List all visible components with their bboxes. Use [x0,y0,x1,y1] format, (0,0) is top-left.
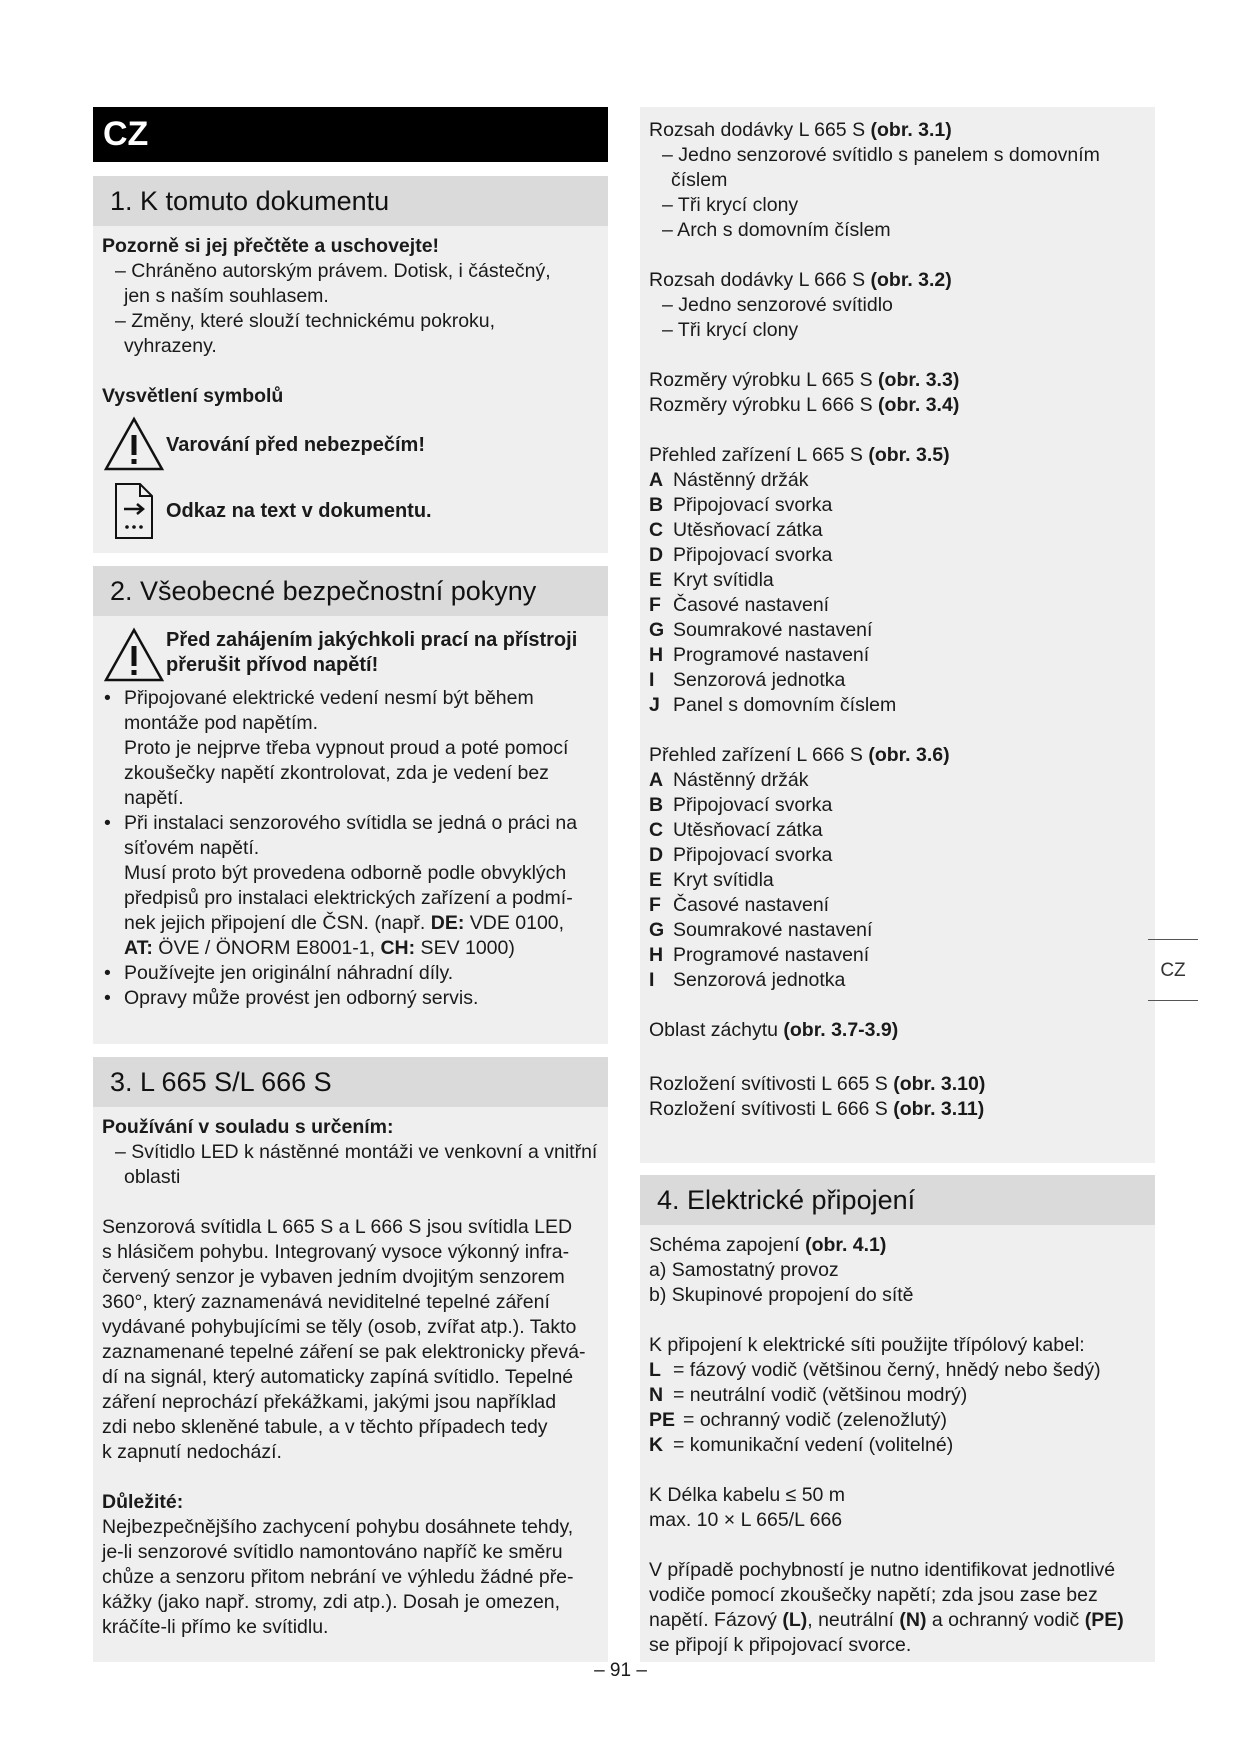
text-line: je-li senzorové svítidlo namontováno napříč ke směru [102,1541,563,1563]
intro-heading: Pozorně si jej přečtěte a uschovejte! [102,235,440,257]
text-line: zaznamenané tepelné záření se pak elektronicky převá- [102,1341,586,1363]
item-text: Utěsňovací zátka [673,819,823,841]
item-text: Senzorová jednotka [673,969,846,991]
text-line: – Arch s domovním číslem [662,219,891,241]
overview-l665-heading [649,443,1146,468]
section-safety [93,566,608,1044]
text-line: se připojí k připojovací svorce. [649,1634,912,1656]
figure-ref: (obr. 3.2) [870,269,952,291]
item-text: Panel s domovním číslem [673,694,897,716]
item-letter: G [649,919,665,941]
wiring-diagram-ref [649,1233,1146,1258]
item-text: Utěsňovací zátka [673,519,823,541]
warning-line: přerušit přívod napětí! [166,654,379,676]
text-line: – Jedno senzorové svítidlo [662,294,893,316]
wire-text: = ochranný vodič (zelenožlutý) [683,1409,947,1431]
text-line: kráčíte-li přímo ke svítidlu. [102,1616,329,1638]
wire-item [649,1358,1146,1383]
warning-line: Před zahájením jakýchkoli prací na přístroji [166,629,578,651]
text-line: K připojení k elektrické síti použijte třípólový kabel: [649,1334,1085,1356]
overview-item [649,893,1146,918]
text-line: max. 10 × L 665/L 666 [649,1509,843,1531]
section-product [93,1057,608,1662]
item-text: Časové nastavení [673,594,830,616]
text-fragment: Rozložení svítivosti L 666 S [649,1098,894,1120]
figure-ref: (obr. 3.1) [870,119,952,141]
text-line: vodiče pomocí zkoušečky napětí; zda jsou zase bez [649,1584,1098,1606]
item-letter: B [649,794,664,816]
light-distribution-l665 [649,1072,1146,1097]
page-number: – 91 – [594,1660,647,1681]
safety-bullet [102,961,599,986]
text-line: zdi nebo skleněné tabule, a v těchto případech tedy [102,1416,548,1438]
figure-ref: (obr. 3.10) [893,1073,986,1095]
wire-item [649,1383,1146,1408]
wire-text: = neutrální vodič (většinou modrý) [673,1384,968,1406]
text-line: • Opravy může provést jen odborný servis. [124,987,479,1009]
reference-symbol-row [102,481,599,541]
safety-bullet [102,811,599,961]
text-line: s hlásičem pohybu. Integrovaný vysoce výkonný infra- [102,1241,570,1263]
text-line: číslem [671,169,728,191]
item-letter: H [649,944,664,966]
text-fragment: Rozměry výrobku L 666 S [649,394,879,416]
wire-code: (N) [899,1609,927,1631]
text-line: b) Skupinové propojení do sítě [649,1284,914,1306]
item-text: Připojovací svorka [673,494,833,516]
country-code: AT: [124,937,153,959]
text-fragment: Rozložení svítivosti L 665 S [649,1073,894,1095]
text-line [124,911,599,936]
text-fragment: Přehled zařízení L 665 S [649,444,869,466]
country-code: DE: [430,912,465,934]
item-letter: A [649,769,664,791]
text-line: • Připojované elektrické vedení nesmí být během [124,687,534,709]
wire-code: N [649,1384,664,1406]
language-header: CZ [93,107,608,162]
overview-item [649,768,1146,793]
section-about-document [93,176,608,553]
safety-warning [102,626,599,686]
text-line: oblasti [124,1166,181,1188]
section-title: 4. Elektrické připojení [640,1175,1155,1225]
text-fragment: nek jejich připojení dle ČSN. (např. [124,912,431,934]
overview-item [649,818,1146,843]
text-line: vyhrazeny. [124,335,217,357]
warning-symbol-row [102,415,599,475]
item-text: Připojovací svorka [673,794,833,816]
overview-item [649,543,1146,568]
overview-item [649,493,1146,518]
overview-item [649,518,1146,543]
text-line: – Změny, které slouží technickému pokroku, [115,310,496,332]
item-letter: J [649,694,660,716]
text-fragment: VDE 0100, [464,912,565,934]
text-fragment: , neutrální [807,1609,900,1631]
text-line: – Svítidlo LED k nástěnné montáži ve venkovní a vnitřní [115,1141,598,1163]
safety-bullet [102,986,599,1011]
item-letter: B [649,494,664,516]
important-paragraph [102,1515,599,1640]
text-line: montáže pod napětím. [124,712,319,734]
text-fragment: ÖVE / ÖNORM E8001-1, [152,937,381,959]
text-line: a) Samostatný provoz [649,1259,839,1281]
item-letter: A [649,469,664,491]
text-line [124,936,599,961]
capture-area [649,1018,1146,1043]
warning-symbol-label: Varování před nebezpečím! [166,433,425,456]
item-text: Připojovací svorka [673,844,833,866]
symbols-heading: Vysvětlení symbolů [102,385,284,407]
item-text: Nástěnný držák [673,769,809,791]
figure-ref: (obr. 3.7-3.9) [783,1019,899,1041]
overview-item [649,843,1146,868]
text-line: síťovém napětí. [124,837,260,859]
wire-code: (PE) [1084,1609,1124,1631]
text-line: Nejbezpečnějšího zachycení pohybu dosáhnete tehdy, [102,1516,574,1538]
dimensions-l665 [649,368,1146,393]
item-letter: C [649,519,664,541]
item-letter: H [649,644,664,666]
country-code: CH: [380,937,416,959]
section-electrical-connection [640,1175,1155,1662]
item-letter: F [649,894,661,916]
wire-code: K [649,1434,664,1456]
overview-l666-heading [649,743,1146,768]
item-letter: D [649,844,664,866]
section-title: 1. K tomuto dokumentu [93,176,608,226]
text-line: 360°, který zaznamenává neviditelné tepelné záření [102,1291,550,1313]
overview-item [649,468,1146,493]
overview-item [649,868,1146,893]
text-fragment: napětí. Fázový [649,1609,783,1631]
text-fragment: SEV 1000) [415,937,515,959]
wire-text: = komunikační vedení (volitelné) [673,1434,954,1456]
warning-triangle-icon [102,626,166,686]
figure-ref: (obr. 3.11) [893,1098,985,1120]
item-letter: G [649,619,665,641]
item-letter: E [649,569,663,591]
overview-item [649,643,1146,668]
text-line: zkoušečky napětí zkontrolovat, zda je vedení bez [124,762,549,784]
light-distribution-l666 [649,1097,1146,1122]
text-fragment: Oblast záchytu [649,1019,784,1041]
overview-item [649,593,1146,618]
text-line: kážky (jako např. stromy, zdi atp.). Dosah je omezen, [102,1591,561,1613]
overview-item [649,568,1146,593]
text-line: – Tři krycí clony [662,194,799,216]
text-fragment: Rozsah dodávky L 665 S [649,119,871,141]
document-reference-icon [102,481,166,541]
wire-code: PE [649,1409,676,1431]
item-text: Připojovací svorka [673,544,833,566]
item-text: Programové nastavení [673,944,870,966]
text-line: • Při instalaci senzorového svítidla se jedná o práci na [124,812,578,834]
scope-l665-heading [649,118,1146,143]
wire-code: L [649,1359,661,1381]
text-line [649,1608,1146,1633]
text-line: jen s naším souhlasem. [124,285,329,307]
text-line: dí na signál, který automaticky zapíná svítidlo. Tepelné [102,1366,574,1388]
item-text: Nástěnný držák [673,469,809,491]
text-fragment: Rozsah dodávky L 666 S [649,269,871,291]
section-title: 3. L 665 S/L 666 S [93,1057,608,1107]
scope-l666-heading [649,268,1146,293]
intended-use-heading: Používání v souladu s určením: [102,1116,394,1138]
figure-ref: (obr. 3.3) [878,369,960,391]
section-title: 2. Všeobecné bezpečnostní pokyny [93,566,608,616]
text-line: – Chráněno autorským právem. Dotisk, i částečný, [115,260,551,282]
figure-ref: (obr. 3.5) [868,444,950,466]
wire-item [649,1433,1146,1458]
important-heading: Důležité: [102,1491,184,1513]
text-line: Proto je nejprve třeba vypnout proud a poté pomocí [124,737,569,759]
text-fragment: a ochranný vodič [926,1609,1085,1631]
text-line: – Tři krycí clony [662,319,799,341]
section-scope-overview [640,107,1155,1163]
text-fragment: Rozměry výrobku L 665 S [649,369,879,391]
language-side-tab: CZ [1148,939,1198,1001]
reference-symbol-label: Odkaz na text v dokumentu. [166,499,432,522]
item-letter: E [649,869,663,891]
item-text: Kryt svítidla [673,869,774,891]
wire-text: = fázový vodič (většinou černý, hnědý nebo šedý) [673,1359,1101,1381]
item-text: Časové nastavení [673,894,830,916]
item-letter: C [649,819,664,841]
item-text: Senzorová jednotka [673,669,846,691]
overview-item [649,968,1146,993]
item-text: Kryt svítidla [673,569,774,591]
text-line: předpisů pro instalaci elektrických zařízení a podmí- [124,887,573,909]
safety-bullet [102,686,599,811]
item-letter: I [649,669,655,691]
text-line: napětí. [124,787,184,809]
overview-item [649,793,1146,818]
text-line: chůze a senzoru přitom nebrání ve výhledu žádné pře- [102,1566,574,1588]
text-fragment: Přehled zařízení L 666 S [649,744,869,766]
overview-item [649,618,1146,643]
text-line: vydávané pohybujícími se těly (osob, zvířat atp.). Takto [102,1316,577,1338]
dimensions-l666 [649,393,1146,418]
item-text: Soumrakové nastavení [673,619,873,641]
item-letter: I [649,969,655,991]
overview-item [649,918,1146,943]
figure-ref: (obr. 4.1) [805,1234,887,1256]
warning-triangle-icon [102,415,166,475]
description-paragraph [102,1215,599,1465]
text-line: – Jedno senzorové svítidlo s panelem s domovním [662,144,1100,166]
figure-ref: (obr. 3.4) [878,394,960,416]
overview-item [649,693,1146,718]
text-line: Senzorová svítidla L 665 S a L 666 S jsou svítidla LED [102,1216,573,1238]
text-line: k zapnutí nedochází. [102,1441,282,1463]
item-letter: D [649,544,664,566]
item-text: Soumrakové nastavení [673,919,873,941]
text-line: záření neprochází překážkami, jakými jsou například [102,1391,557,1413]
text-line: K Délka kabelu ≤ 50 m [649,1484,846,1506]
text-line: červený senzor je vybaven jedním dvojitým senzorem [102,1266,565,1288]
overview-item [649,668,1146,693]
text-line: Musí proto být provedena odborně podle obvyklých [124,862,567,884]
text-line: • Používejte jen originální náhradní díly. [124,962,454,984]
text-fragment: Schéma zapojení [649,1234,806,1256]
wire-item [649,1408,1146,1433]
figure-ref: (obr. 3.6) [868,744,950,766]
overview-item [649,943,1146,968]
text-line: V případě pochybností je nutno identifikovat jednotlivé [649,1559,1116,1581]
item-letter: F [649,594,661,616]
wire-code: (L) [782,1609,808,1631]
item-text: Programové nastavení [673,644,870,666]
